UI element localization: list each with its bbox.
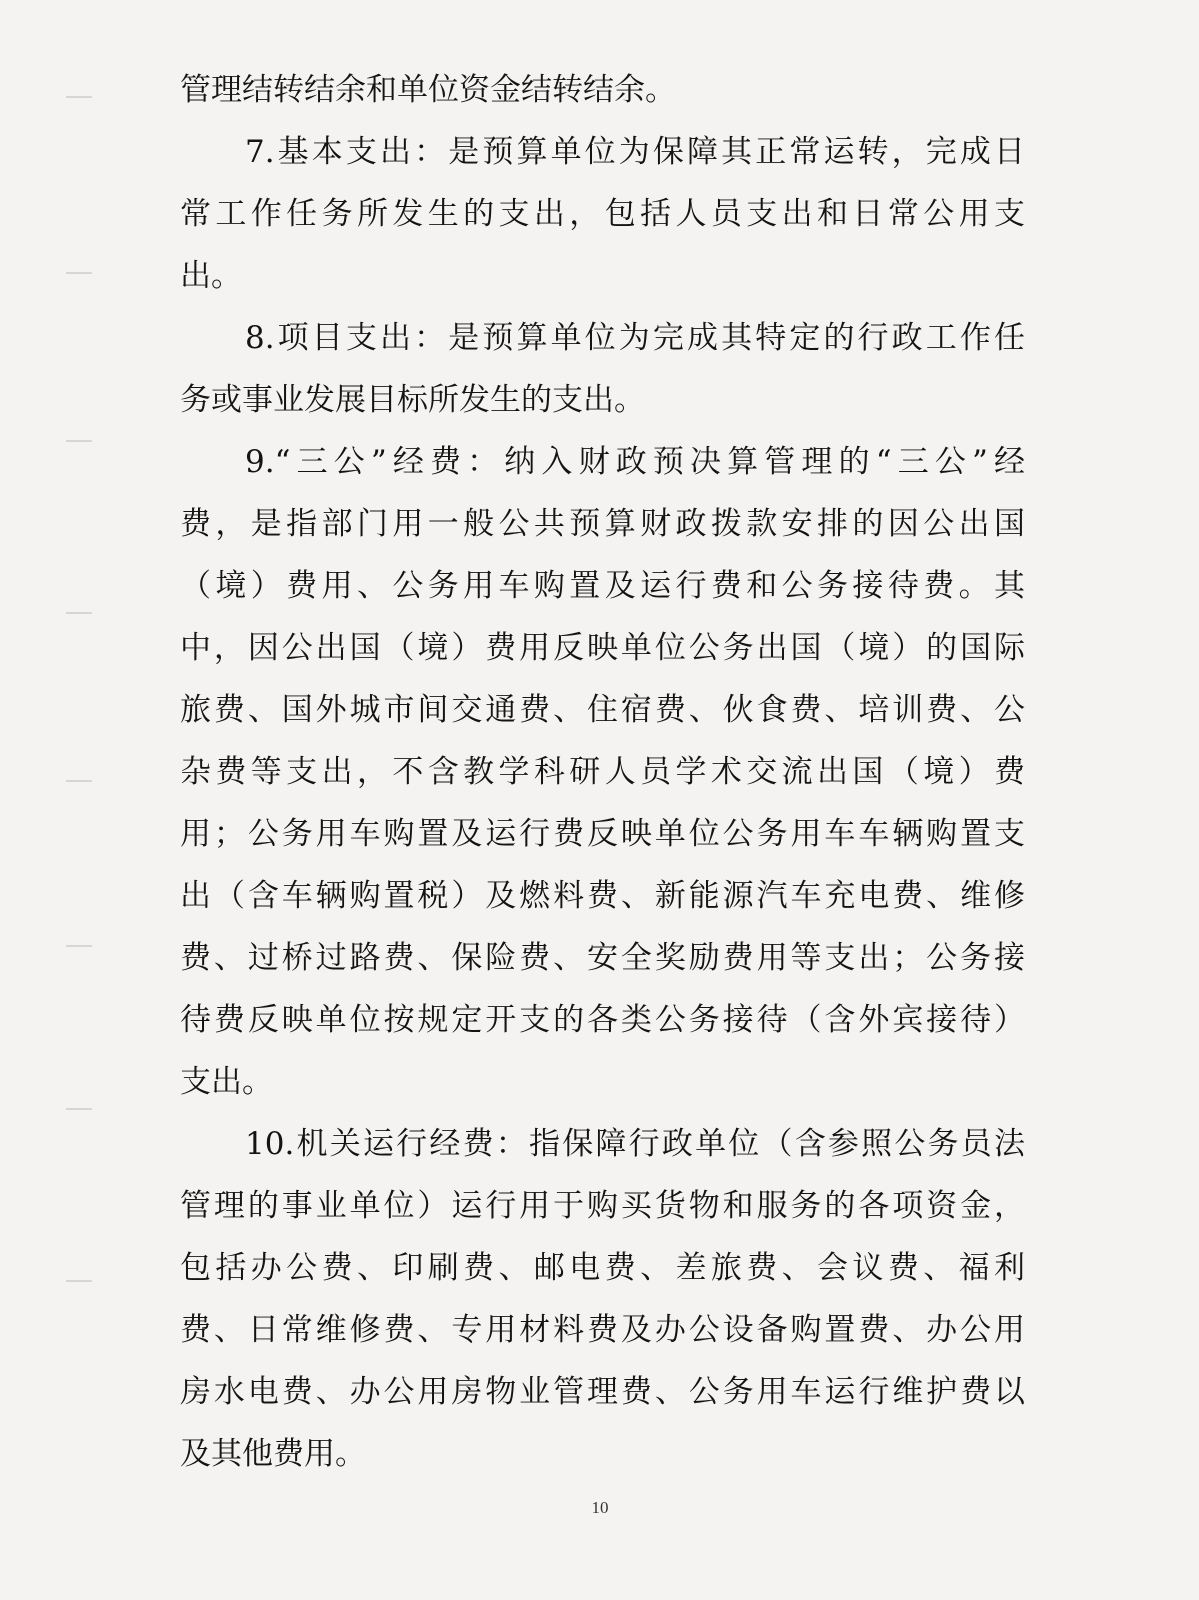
- body-text-line: 8.项目支出：是预算单位为完成其特定的行政工作任: [245, 320, 1025, 356]
- scan-mark: [66, 780, 92, 782]
- body-text-line: 出。: [180, 258, 242, 294]
- body-text-line: 房水电费、办公用房物业管理费、公务用车运行维护费以: [180, 1374, 1025, 1410]
- body-text-line: 费，是指部门用一般公共预算财政拨款安排的因公出国: [180, 506, 1025, 542]
- scan-mark: [66, 1280, 92, 1282]
- scan-mark: [66, 440, 92, 442]
- scan-mark: [66, 612, 92, 614]
- scan-mark: [66, 945, 92, 947]
- page-number: 10: [591, 1498, 609, 1517]
- body-text-line: 10.机关运行经费：指保障行政单位（含参照公务员法: [245, 1126, 1025, 1162]
- body-text-line: 支出。: [180, 1064, 273, 1100]
- scan-mark: [66, 96, 92, 98]
- body-text-line: 杂费等支出，不含教学科研人员学术交流出国（境）费: [180, 754, 1025, 790]
- body-text-line: 待费反映单位按规定开支的各类公务接待（含外宾接待）: [180, 1002, 1025, 1038]
- body-text-line: 费、过桥过路费、保险费、安全奖励费用等支出；公务接: [180, 940, 1025, 976]
- body-text-line: 中，因公出国（境）费用反映单位公务出国（境）的国际: [180, 630, 1025, 666]
- body-text-line: 及其他费用。: [180, 1436, 366, 1472]
- body-text-line: 管理的事业单位）运行用于购买货物和服务的各项资金，: [180, 1188, 1025, 1224]
- scan-mark: [66, 1108, 92, 1110]
- body-text-line: 务或事业发展目标所发生的支出。: [180, 382, 645, 418]
- body-text-line: （境）费用、公务用车购置及运行费和公务接待费。其: [180, 568, 1025, 604]
- body-text-line: 9.“三公”经费：纳入财政预决算管理的“三公”经: [245, 444, 1025, 480]
- body-text-line: 7.基本支出：是预算单位为保障其正常运转，完成日: [245, 134, 1025, 170]
- scan-mark: [66, 272, 92, 274]
- body-text-line: 旅费、国外城市间交通费、住宿费、伙食费、培训费、公: [180, 692, 1025, 728]
- body-text-line: 费、日常维修费、专用材料费及办公设备购置费、办公用: [180, 1312, 1025, 1348]
- body-text-line: 包括办公费、印刷费、邮电费、差旅费、会议费、福利: [180, 1250, 1025, 1286]
- body-text-line: 常工作任务所发生的支出，包括人员支出和日常公用支: [180, 196, 1025, 232]
- body-text-line: 出（含车辆购置税）及燃料费、新能源汽车充电费、维修: [180, 878, 1025, 914]
- body-text-line: 管理结转结余和单位资金结转结余。: [180, 72, 676, 108]
- body-text-line: 用；公务用车购置及运行费反映单位公务用车车辆购置支: [180, 816, 1025, 852]
